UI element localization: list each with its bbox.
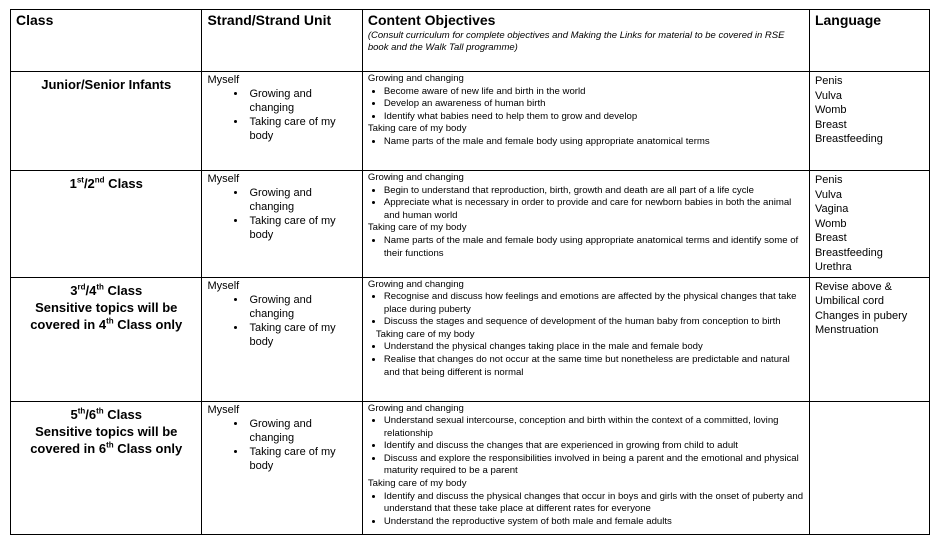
objective-item: • Begin to understand that reproduction, birth, growth and death are all part of a life cycle [384,185,804,198]
class-note: Sensitive topics will be [35,299,178,315]
section-title: Growing and changing [367,402,464,414]
section-title: Taking care of my body [367,222,467,234]
language-term: Penis [814,174,843,186]
objective-item: • Identify and discuss the physical changes that occur in boys and girls with the onset of puberty and understand that these take place at different rates for everyone [384,491,804,516]
language-header: Language [809,10,929,72]
strand-header: Strand/Strand Unit [202,10,362,72]
strand-cell [202,277,362,401]
strand-cell [202,401,362,534]
language-cell [809,171,929,278]
class-note: covered in 4th Class only [30,316,183,332]
language-cell [809,277,929,401]
language-term: Vulva [814,89,843,102]
language-term: Breastfeeding [814,246,883,259]
language-term: Womb [814,104,847,116]
section-title: Growing and changing [367,73,464,84]
class-cell [11,401,202,534]
language-term: Menstruation [814,324,879,336]
strand-item: • Taking care of my body [247,214,356,242]
strand-item: • Growing and changing [247,87,356,115]
language-cell [809,401,929,534]
class-note: covered in 6th Class only [30,440,183,456]
strand-title: Myself [207,279,240,292]
section-title: Taking care of my body [375,328,475,340]
language-term: Changes in pubery [814,309,908,322]
language-term: Breast [814,118,847,131]
objective-item: • Discuss and explore the responsibilities involved in being a parent and the emotional and physical maturity required to be a parent [384,453,804,478]
language-term: Revise above & [814,280,892,293]
class-cell [11,277,202,401]
strand-item: • Taking care of my body [247,321,356,349]
content-cell [362,277,809,401]
language-term: Umbilical cord [814,295,885,307]
content-header [362,10,809,72]
objective-item: • Develop an awareness of human birth [384,98,804,111]
language-term: Breast [814,232,847,244]
content-cell [362,72,809,171]
strand-item: • Taking care of my body [247,115,356,143]
objective-item: • Understand sexual intercourse, conception and birth within the context of a committed, loving relationship [384,415,804,440]
language-term: Penis [814,75,843,87]
language-term: Vagina [814,203,849,215]
class-label: Junior/Senior Infants [41,77,172,92]
objective-item: • Recognise and discuss how feelings and emotions are affected by the physical changes that take place during puberty [384,291,804,316]
content-cell [362,401,809,534]
strand-cell [202,72,362,171]
table-row [11,401,930,534]
strand-title: Myself [207,403,240,416]
class-header: Class [11,10,202,72]
curriculum-table [10,9,930,535]
language-term: Womb [814,217,847,230]
strand-cell [202,171,362,278]
class-label: 5th/6th Class [70,406,142,422]
class-label: 1st/2nd Class [69,175,143,191]
content-header-note: (Consult curriculum for complete objectives and Making the Links for material to be covered in RSE book and the Walk Tall programme) [367,30,785,53]
header-row [11,10,930,72]
objective-item: • Identify what babies need to help them to grow and develop [384,111,804,124]
section-title: Growing and changing [367,278,464,290]
table-row [11,171,930,278]
objective-item: • Realise that changes do not occur at the same time but nonetheless are predictable and natural and that being different is normal [384,354,804,379]
objective-item: • Discuss the stages and sequence of development of the human baby from conception to birth [384,316,804,329]
content-header-title: Content Objectives [367,12,496,28]
language-term: Urethra [814,261,852,273]
strand-item: • Growing and changing [247,186,356,214]
objective-item: • Name parts of the male and female body using appropriate anatomical terms and identify some of their functions [384,235,804,260]
strand-title: Myself [207,74,240,86]
class-note: Sensitive topics will be [35,423,178,439]
objective-item: • Appreciate what is necessary in order to provide and care for newborn babies in both the animal and human world [384,197,804,222]
section-title: Taking care of my body [367,123,467,135]
section-title: Growing and changing [367,172,464,183]
language-term: Breastfeeding [814,133,883,145]
section-title: Taking care of my body [367,478,467,490]
strand-item: • Taking care of my body [247,445,356,473]
table-row [11,277,930,401]
objective-item: • Name parts of the male and female body using appropriate anatomical terms [384,136,804,149]
objective-item: • Identify and discuss the changes that are experienced in growing from child to adult [384,440,804,453]
language-term: Vulva [814,188,843,201]
class-cell [11,171,202,278]
table-row [11,72,930,171]
language-cell [809,72,929,171]
objective-item: • Understand the reproductive system of both male and female adults [384,516,804,529]
strand-item: • Growing and changing [247,293,356,321]
class-cell [11,72,202,171]
objective-item: • Become aware of new life and birth in the world [384,86,804,99]
content-cell [362,171,809,278]
class-label: 3rd/4th Class [70,282,143,298]
strand-item: • Growing and changing [247,417,356,445]
strand-title: Myself [207,173,240,185]
objective-item: • Understand the physical changes taking place in the male and female body [384,341,804,354]
